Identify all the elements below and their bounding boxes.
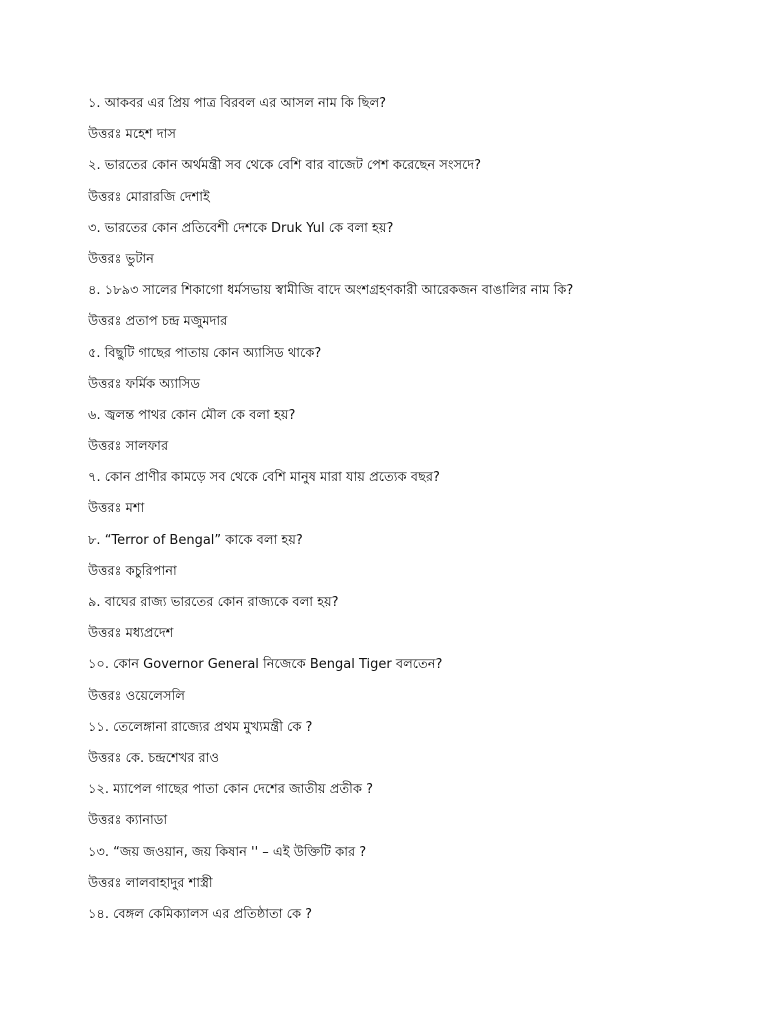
question-6: ৬. জ্বলন্ত পাথর কোন মৌল কে বলা হয়?: [88, 407, 296, 423]
answer-13: উত্তরঃ লালবাহাদুর শাস্ত্রী: [88, 875, 213, 891]
question-2: ২. ভারতের কোন অর্থমন্ত্রী সব থেকে বেশি বার বাজেট পেশ করেছেন সংসদে?: [88, 158, 482, 174]
answer-8: উত্তরঃ কচুরিপানা: [88, 563, 177, 579]
question-9: ৯. বাঘের রাজ্য ভারতের কোন রাজ্যকে বলা হয়?: [88, 595, 339, 610]
question-3: ৩. ভারতের কোন প্রতিবেশী দেশকে Druk Yul কে বলা হয়?: [88, 220, 394, 236]
question-8: ৮. “Terror of Bengal” কাকে বলা হয়?: [88, 532, 303, 548]
answer-2: উত্তরঃ মোরারজি দেশাই: [88, 189, 210, 205]
question-12: ১২. ম্যাপেল গাছের পাতা কোন দেশের জাতীয় প্রতীক ?: [88, 782, 374, 798]
answer-5: উত্তরঃ ফর্মিক অ্যাসিড: [88, 376, 200, 392]
qa-list: [88, 88, 728, 930]
question-14: ১৪. বেঙ্গল কেমিক্যালস এর প্রতিষ্ঠাতা কে ?: [88, 906, 313, 922]
answer-11: উত্তরঃ কে. চন্দ্রশেখর রাও: [88, 750, 220, 766]
question-1: ১. আকবর এর প্রিয় পাত্র বিরবল এর আসল নাম কি ছিল?: [88, 96, 387, 111]
question-7: ৭. কোন প্রাণীর কামড়ে সব থেকে বেশি মানুষ মারা যায় প্রত্যেক বছর?: [88, 470, 440, 486]
answer-3: উত্তরঃ ভুটান: [88, 251, 154, 267]
answer-7: উত্তরঃ মশা: [88, 501, 145, 517]
question-4: ৪. ১৮৯৩ সালের শিকাগো ধর্মসভায় স্বামীজি বাদে অংশগ্রহণকারী আরেকজন বাঙালির নাম কি?: [88, 283, 574, 299]
question-10: ১০. কোন Governor General নিজেকে Bengal Tiger বলতেন?: [88, 657, 443, 673]
question-11: ১১. তেলেঙ্গানা রাজ্যের প্রথম মুখ্যমন্ত্রী কে ?: [88, 719, 313, 735]
question-13: ১৩. “জয় জওয়ান, জয় কিষান '' – এই উক্তিটি কার ?: [88, 844, 367, 860]
answer-1: উত্তরঃ মহেশ দাস: [88, 127, 176, 143]
answer-4: উত্তরঃ প্রতাপ চন্দ্র মজুমদার: [88, 314, 228, 330]
question-5: ৫. বিছুটি গাছের পাতায় কোন অ্যাসিড থাকে?: [88, 345, 322, 361]
answer-9: উত্তরঃ মধ্যপ্রদেশ: [88, 626, 174, 642]
answer-10: উত্তরঃ ওয়েলেসলি: [88, 688, 185, 704]
answer-6: উত্তরঃ সালফার: [88, 439, 169, 455]
answer-12: উত্তরঃ ক্যানাডা: [88, 813, 168, 829]
